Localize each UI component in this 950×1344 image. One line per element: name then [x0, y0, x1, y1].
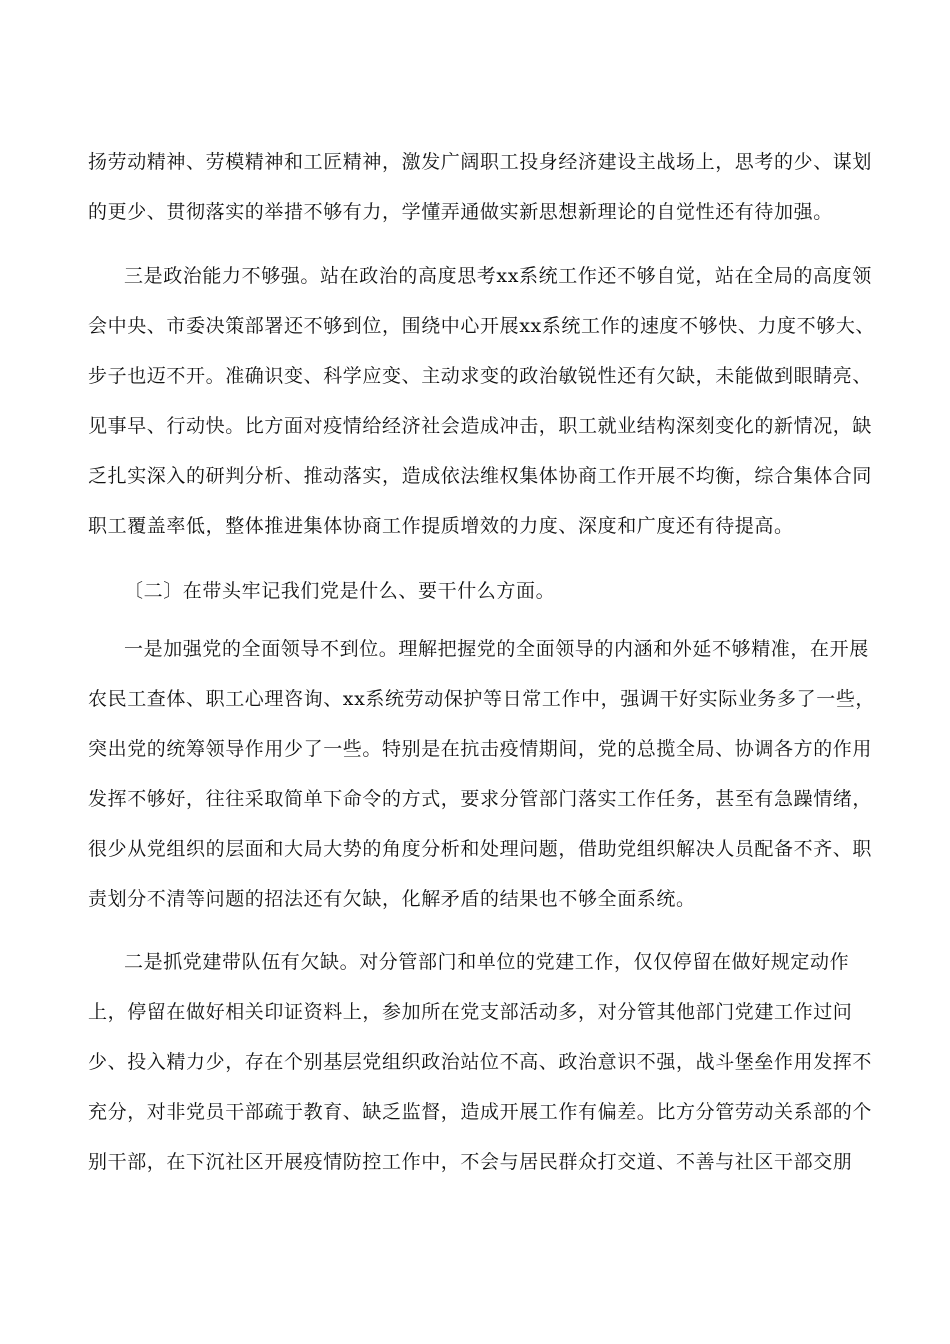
paragraph-2-line-6: 职工覆盖率低，整体推进集体协商工作提质增效的力度、深度和广度还有待提高。 — [88, 515, 794, 537]
paragraph-1-line-1: 扬劳动精神、劳模精神和工匠精神，激发广阔职工投身经济建设主战场上，思考的少、谋划 — [88, 151, 873, 173]
paragraph-5-line-5: 别干部，在下沉社区开展疫情防控工作中，不会与居民群众打交道、不善与社区干部交朋 — [88, 1151, 853, 1173]
paragraph-5-line-3: 少、投入精力少，存在个别基层党组织政治站位不高、政治意识不强，战斗堡垒作用发挥不 — [88, 1051, 873, 1073]
paragraph-4-line-2: 农民工查体、职工心理咨询、xx系统劳动保护等日常工作中，强调干好实际业务多了一些， — [88, 688, 876, 710]
paragraph-1-line-2: 的更少、贯彻落实的举措不够有力，学懂弄通做实新思想新理论的自觉性还有待加强。 — [88, 201, 833, 223]
paragraph-4-line-1: 一是加强党的全面领导不到位。理解把握党的全面领导的内涵和外延不够精准，在开展 — [124, 638, 869, 660]
paragraph-5-line-1: 二是抓党建带队伍有欠缺。对分管部门和单位的党建工作，仅仅停留在做好规定动作 — [124, 951, 850, 973]
paragraph-5-line-4: 充分，对非党员干部疏于教育、缺乏监督，造成开展工作有偏差。比方分管劳动关系部的个 — [88, 1101, 873, 1123]
paragraph-4-line-4: 发挥不够好，往往采取简单下命令的方式，要求分管部门落实工作任务，甚至有急躁情绪， — [88, 788, 873, 810]
paragraph-2-line-1: 三是政治能力不够强。站在政治的高度思考xx系统工作还不够自觉，站在全局的高度领 — [124, 265, 872, 287]
section-heading-2: 〔二〕在带头牢记我们党是什么、要干什么方面。 — [124, 580, 556, 602]
paragraph-2-line-5: 乏扎实深入的研判分析、推动落实，造成依法维权集体协商工作开展不均衡，综合集体合同 — [88, 465, 873, 487]
paragraph-2-line-3: 步子也迈不开。准确识变、科学应变、主动求变的政治敏锐性还有欠缺，未能做到眼睛亮、 — [88, 365, 873, 387]
paragraph-2-line-4: 见事早、行动快。比方面对疫情给经济社会造成冲击，职工就业结构深刻变化的新情况，缺 — [88, 415, 873, 437]
paragraph-2-line-2: 会中央、市委决策部署还不够到位，围绕中心开展xx系统工作的速度不够快、力度不够大、 — [88, 315, 876, 337]
paragraph-4-line-5: 很少从党组织的层面和大局大势的角度分析和处理问题，借助党组织解决人员配备不齐、职 — [88, 838, 873, 860]
paragraph-4-line-3: 突出党的统筹领导作用少了一些。特别是在抗击疫情期间，党的总揽全局、协调各方的作用 — [88, 738, 873, 760]
paragraph-5-line-2: 上，停留在做好相关印证资料上，参加所在党支部活动多，对分管其他部门党建工作过问 — [88, 1001, 853, 1023]
paragraph-4-line-6: 责划分不清等问题的招法还有欠缺，化解矛盾的结果也不够全面系统。 — [88, 888, 696, 910]
